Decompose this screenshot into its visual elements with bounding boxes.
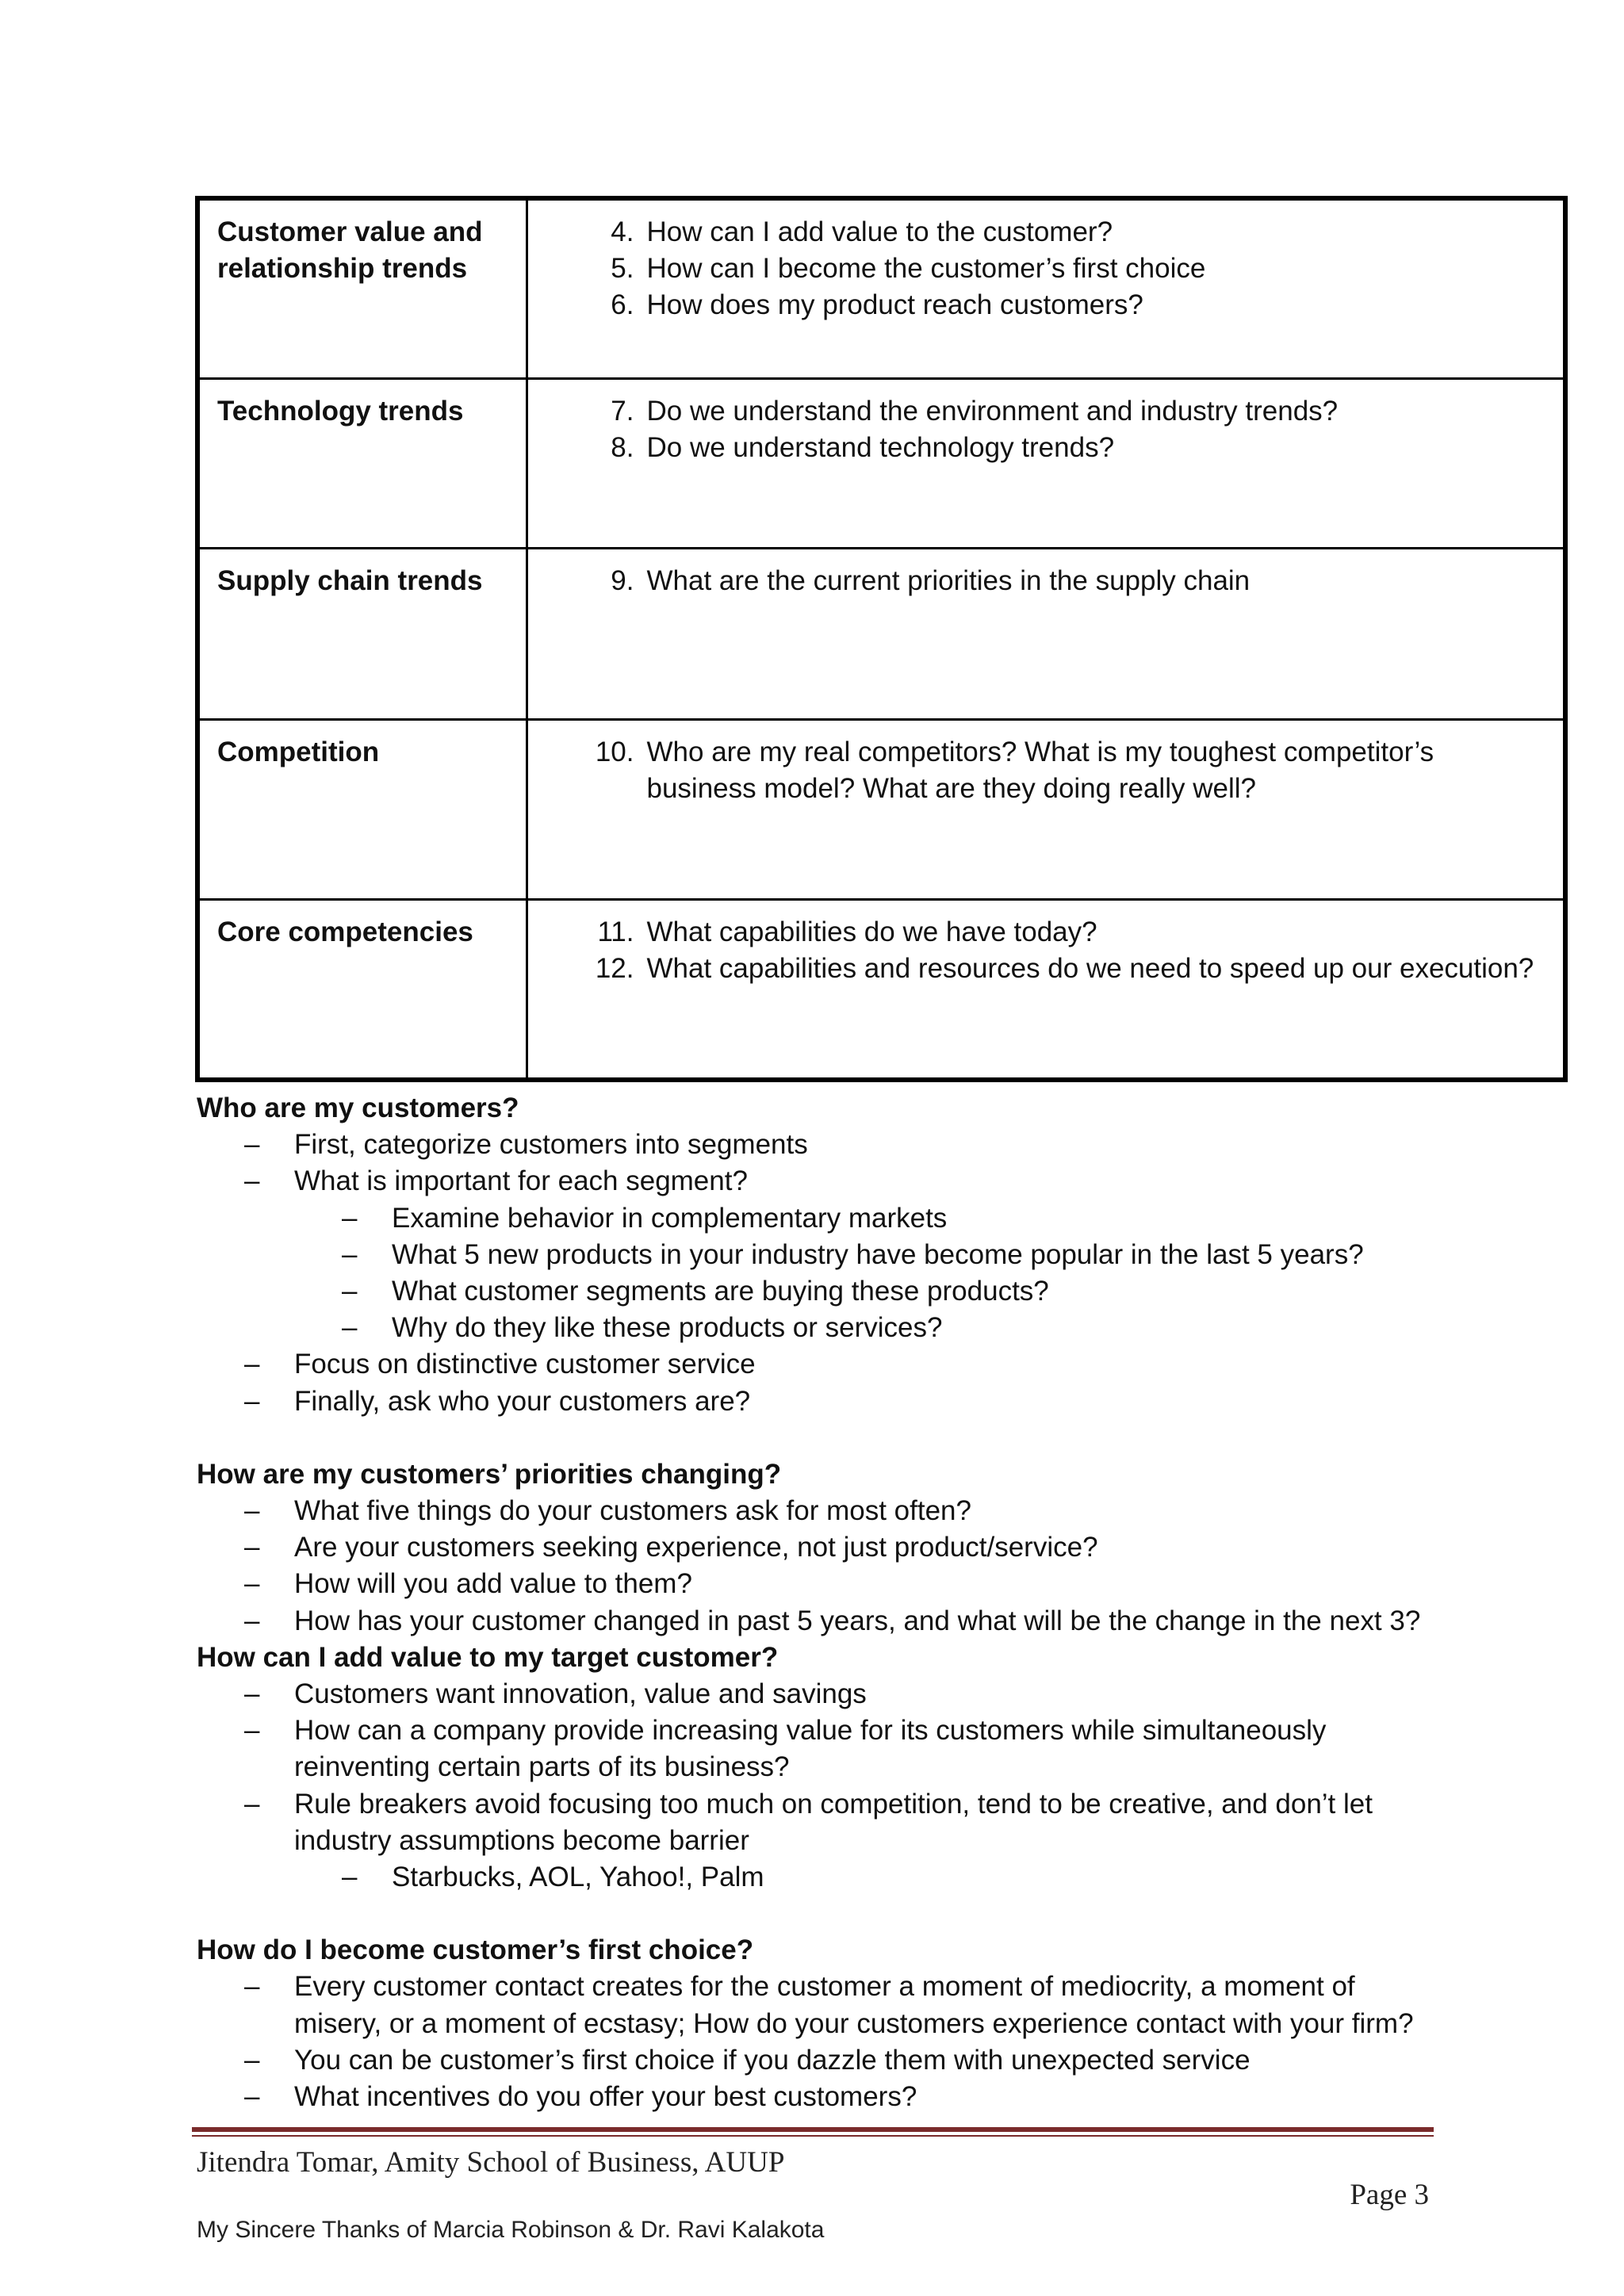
dash-bullet: – <box>342 1276 358 1307</box>
table-row <box>197 378 1565 548</box>
question-number: 9. <box>611 564 634 596</box>
question-item <box>528 734 1548 807</box>
bullet-text: How can a company provide increasing value for its customers while simultaneously reinventing certain parts of its business? <box>294 1715 1327 1783</box>
bullet-item <box>197 1712 1434 1785</box>
section-heading: How are my customers’ priorities changing? <box>197 1458 782 1490</box>
dash-bullet: – <box>342 1312 358 1344</box>
dash-bullet: – <box>244 1715 260 1747</box>
section-spacer <box>197 1420 1434 1456</box>
row-topic: Core competencies <box>197 899 527 1080</box>
row-topic: Technology trends <box>197 378 527 548</box>
page-number: Page 3 <box>1350 2179 1429 2211</box>
section-heading: How do I become customer’s first choice? <box>197 1934 754 1966</box>
table-row <box>197 899 1565 1080</box>
dash-bullet: – <box>244 1165 260 1197</box>
dash-bullet: – <box>244 2044 260 2076</box>
sub-bullet-item <box>197 1273 1434 1310</box>
dash-bullet: – <box>244 1349 260 1380</box>
row-questions <box>527 198 1565 378</box>
bullet-item <box>197 1603 1434 1640</box>
outline-section <box>197 1640 1434 1896</box>
bullet-text: What five things do your customers ask for most often? <box>294 1495 971 1527</box>
dash-bullet: – <box>244 1971 260 2003</box>
section-heading: Who are my customers? <box>197 1093 519 1123</box>
table-row <box>197 548 1565 719</box>
bullet-text: What incentives do you offer your best customers? <box>294 2081 917 2113</box>
question-number: 5. <box>611 253 634 284</box>
question-text: What capabilities and resources do we need to speed up our execution? <box>646 952 1534 984</box>
dash-bullet: – <box>342 1238 358 1270</box>
bullet-item <box>197 1163 1434 1200</box>
bullet-text: Customers want innovation, value and savings <box>294 1678 867 1710</box>
bullet-item <box>197 1127 1434 1163</box>
bullet-text: Focus on distinctive customer service <box>294 1349 756 1380</box>
table-row <box>197 719 1565 899</box>
sub-bullet-item <box>197 1200 1434 1237</box>
bullet-text: How will you add value to them? <box>294 1568 692 1600</box>
outline-section <box>197 1456 1434 1640</box>
section-spacer <box>197 1896 1434 1932</box>
bullet-item <box>197 2042 1434 2079</box>
bullet-text: Finally, ask who your customers are? <box>294 1385 751 1417</box>
question-number: 4. <box>611 216 634 247</box>
question-text: What are the current priorities in the supply chain <box>646 564 1251 596</box>
bullet-text: Are your customers seeking experience, not just product/service? <box>294 1532 1098 1563</box>
row-questions <box>527 719 1565 899</box>
dash-bullet: – <box>342 1202 358 1234</box>
bullet-text: Rule breakers avoid focusing too much on competition, tend to be creative, and don’t let industry assumptions become barrier <box>294 1788 1373 1856</box>
question-item <box>528 563 1548 599</box>
row-topic: Competition <box>197 719 527 899</box>
sub-bullet-text: What 5 new products in your industry have become popular in the last 5 years? <box>392 1238 1364 1270</box>
table-row <box>197 198 1565 378</box>
bullet-text: Every customer contact creates for the customer a moment of mediocrity, a moment of misery, or a moment of ecstasy; How do your customers experience contact with your firm? <box>294 1971 1414 2039</box>
bullet-item <box>197 1969 1434 2042</box>
footer-rule-thick <box>192 2127 1434 2132</box>
dash-bullet: – <box>244 2081 260 2113</box>
bullet-item <box>197 1493 1434 1529</box>
dash-bullet: – <box>244 1532 260 1563</box>
dash-bullet: – <box>244 1678 260 1710</box>
sub-bullet-item <box>197 1859 1434 1896</box>
outline-sections <box>197 1090 1434 2115</box>
bullet-text: How has your customer changed in past 5 years, and what will be the change in the next 3? <box>294 1605 1421 1636</box>
question-item <box>528 430 1548 466</box>
dash-bullet: – <box>244 1568 260 1600</box>
question-number: 8. <box>611 431 634 463</box>
row-questions <box>527 548 1565 719</box>
row-questions <box>527 899 1565 1080</box>
question-item <box>528 251 1548 287</box>
question-text: How does my product reach customers? <box>646 289 1143 320</box>
sub-bullet-text: What customer segments are buying these products? <box>392 1276 1049 1307</box>
question-text: Who are my real competitors? What is my toughest competitor’s business model? What are they doing really well? <box>646 736 1434 804</box>
dash-bullet: – <box>244 1385 260 1417</box>
dash-bullet: – <box>342 1862 358 1893</box>
question-item <box>528 393 1548 430</box>
question-item <box>528 214 1548 251</box>
dash-bullet: – <box>244 1495 260 1527</box>
bullet-item <box>197 1346 1434 1383</box>
sub-bullet-item <box>197 1310 1434 1346</box>
question-number: 7. <box>611 395 634 427</box>
row-topic: Customer value and relationship trends <box>197 198 527 378</box>
bullet-text: First, categorize customers into segments <box>294 1129 808 1161</box>
footer-author: Jitendra Tomar, Amity School of Business, AUUP <box>197 2146 785 2179</box>
question-text: Do we understand technology trends? <box>646 431 1115 463</box>
question-number: 11. <box>597 916 634 947</box>
sub-bullet-text: Why do they like these products or services? <box>392 1312 943 1344</box>
bullet-text: What is important for each segment? <box>294 1165 748 1197</box>
question-number: 6. <box>611 289 634 320</box>
outline-section <box>197 1932 1434 2115</box>
footer-acknowledgement: My Sincere Thanks of Marcia Robinson & Dr. Ravi Kalakota <box>197 2217 825 2243</box>
question-text: Do we understand the environment and industry trends? <box>646 395 1339 427</box>
bullet-text: You can be customer’s first choice if you dazzle them with unexpected service <box>294 2044 1251 2076</box>
question-text: How can I become the customer’s first choice <box>646 253 1206 284</box>
bullet-item <box>197 1566 1434 1602</box>
sub-bullet-text: Examine behavior in complementary markets <box>392 1202 948 1234</box>
question-item <box>528 914 1548 951</box>
dash-bullet: – <box>244 1129 260 1161</box>
bullet-item <box>197 1529 1434 1566</box>
question-text: What capabilities do we have today? <box>646 916 1097 947</box>
row-questions <box>527 378 1565 548</box>
question-item <box>528 951 1548 987</box>
dash-bullet: – <box>244 1788 260 1820</box>
question-item <box>528 287 1548 323</box>
bullet-item <box>197 1383 1434 1420</box>
questions-table-body <box>197 198 1565 1080</box>
footer-rule-thin <box>192 2135 1434 2137</box>
sub-bullet-item <box>197 1237 1434 1273</box>
bullet-item <box>197 2079 1434 2115</box>
dash-bullet: – <box>244 1605 260 1636</box>
bullet-item <box>197 1676 1434 1712</box>
row-topic: Supply chain trends <box>197 548 527 719</box>
outline-section <box>197 1090 1434 1420</box>
section-heading: How can I add value to my target customer? <box>197 1641 779 1673</box>
sub-bullet-text: Starbucks, AOL, Yahoo!, Palm <box>392 1862 764 1893</box>
question-text: How can I add value to the customer? <box>646 216 1113 247</box>
bullet-item <box>197 1786 1434 1859</box>
questions-table <box>195 196 1568 1082</box>
question-number: 12. <box>595 952 634 984</box>
question-number: 10. <box>595 736 634 767</box>
